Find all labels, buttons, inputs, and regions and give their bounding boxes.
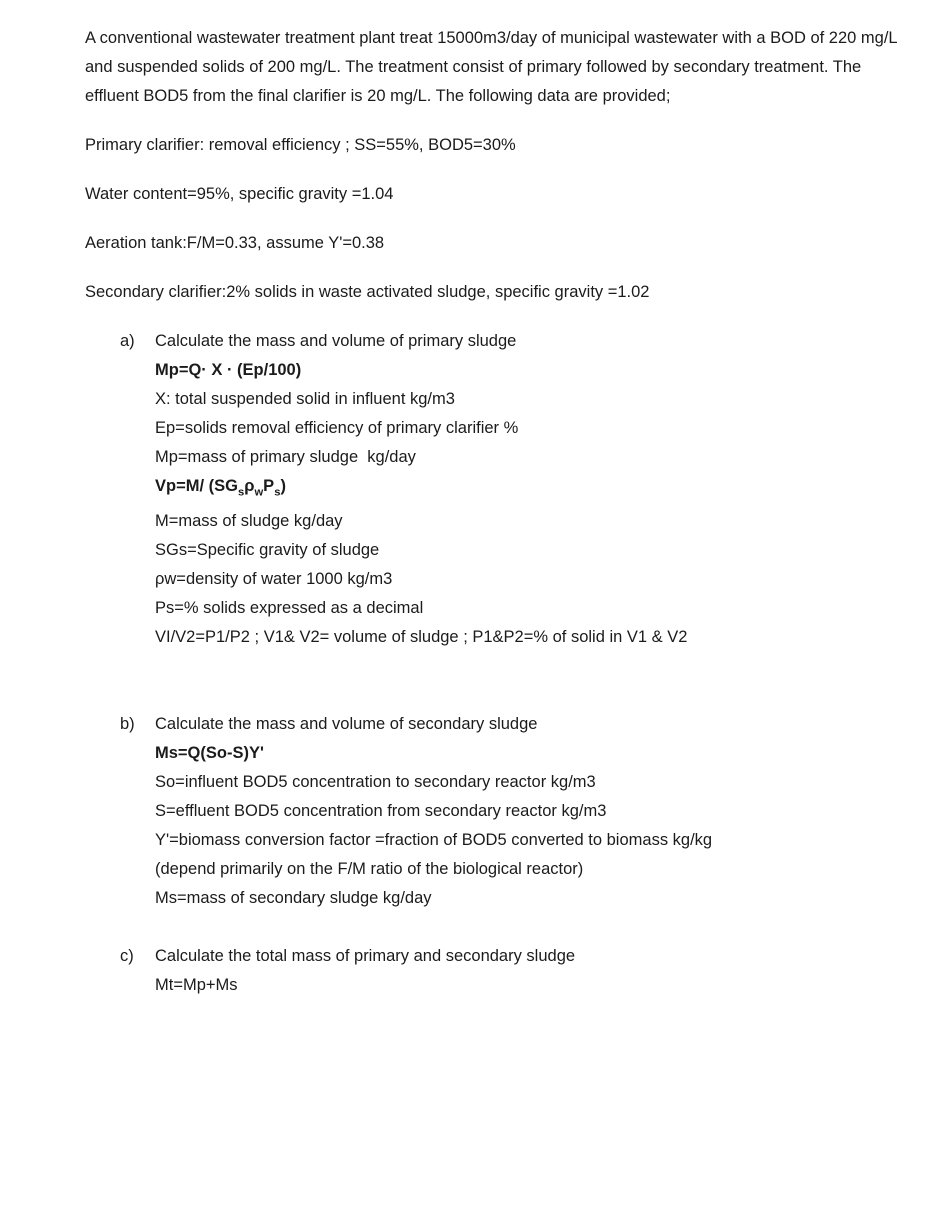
formula-vp-segment: )	[280, 477, 286, 495]
item-b-marker: b)	[120, 715, 135, 734]
formula-vp-subscript: s	[274, 486, 281, 499]
item-a-title: Calculate the mass and volume of primary sludge	[155, 332, 517, 350]
formula-ms: Ms=Q(So-S)Y'	[155, 744, 264, 763]
question-item-a	[85, 327, 905, 652]
formula-vp-segment: Vp=M/ (SG	[155, 477, 238, 495]
ms-definition-line: (depend primarily on the F/M ratio of the biological reactor)	[155, 860, 584, 879]
formula-mt: Mt=Mp+Ms	[155, 976, 238, 995]
item-a-marker: a)	[120, 332, 135, 350]
vp-definition-line: ρw=density of water 1000 kg/m3	[155, 570, 393, 589]
secondary-clarifier-line: Secondary clarifier:2% solids in waste activated sludge, specific gravity =1.02	[85, 283, 650, 301]
ms-definition-line: Y'=biomass conversion factor =fraction of BOD5 converted to biomass kg/kg	[155, 831, 713, 850]
formula-mp: Mp=Q· X · (Ep/100)	[155, 361, 302, 379]
ms-definition-line: Ms=mass of secondary sludge kg/day	[155, 889, 432, 908]
vp-definition-line: SGs=Specific gravity of sludge	[155, 541, 380, 560]
item-b-content	[155, 710, 905, 913]
item-c-title: Calculate the total mass of primary and secondary sludge	[155, 947, 576, 966]
formula-vp-subscript: s	[237, 486, 245, 499]
water-content-line: Water content=95%, specific gravity =1.04	[85, 185, 394, 203]
question-item-c	[85, 942, 905, 1000]
question-item-b	[85, 710, 905, 913]
primary-clarifier-line: Primary clarifier: removal efficiency ; SS=55%, BOD5=30%	[85, 136, 516, 154]
mp-definition-line: Ep=solids removal efficiency of primary clarifier %	[155, 419, 519, 437]
item-a-content	[155, 327, 905, 652]
formula-vp-segment: ρ	[244, 477, 255, 495]
mp-definition-line: Mp=mass of primary sludge kg/day	[155, 448, 416, 466]
formula-vp-subscript: w	[254, 486, 264, 499]
vp-definition-line: VI/V2=P1/P2 ; V1& V2= volume of sludge ; P1&P2=% of solid in V1 & V2	[155, 628, 688, 647]
ms-definition-line: S=effluent BOD5 concentration from secondary reactor kg/m3	[155, 802, 607, 821]
item-c-content	[155, 942, 905, 1000]
formula-vp	[155, 472, 905, 507]
formula-vp-segment: P	[263, 477, 275, 495]
ms-definition-line: So=influent BOD5 concentration to secondary reactor kg/m3	[155, 773, 596, 792]
vp-definition-line: Ps=% solids expressed as a decimal	[155, 599, 424, 618]
vp-definition-line: M=mass of sludge kg/day	[155, 512, 343, 531]
aeration-tank-line: Aeration tank:F/M=0.33, assume Y'=0.38	[85, 234, 385, 252]
mp-definition-line: X: total suspended solid in influent kg/m3	[155, 390, 455, 408]
item-b-title: Calculate the mass and volume of secondary sludge	[155, 715, 538, 734]
item-c-marker: c)	[120, 947, 134, 966]
intro-paragraph: A conventional wastewater treatment plant treat 15000m3/day of municipal wastewater with a BOD of 220 mg/L and suspended solids of 200 mg/L. The treatment consist of primary followed by secondary treatment. The effluent BOD5 from the final clarifier is 20 mg/L. The following data are provided;	[85, 29, 902, 105]
